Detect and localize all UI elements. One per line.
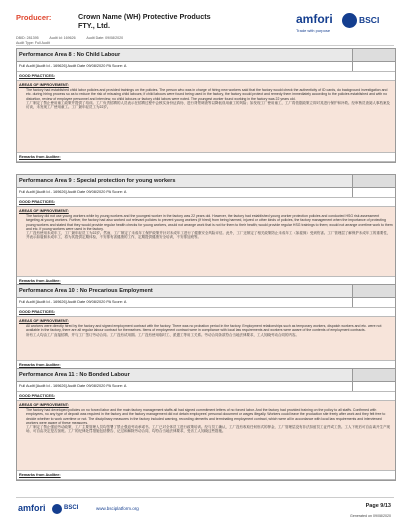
- audit-line: [17, 62, 395, 72]
- rating-cell: [352, 188, 395, 197]
- section-title-text: Performance Area 8 : No Child Labour: [19, 52, 121, 58]
- audit-type-text: Audit Type: Full Audit: [16, 41, 50, 45]
- producer-label: Producer:: [16, 13, 52, 22]
- good-practices-label: GOOD PRACTICES:: [17, 198, 395, 207]
- audit-id-text: Audit Id: 169626: [49, 36, 76, 40]
- footer-logo: [18, 503, 58, 517]
- areas-text-en: The factory had developed policies on no forced labor and the main factory management staffs all had signed commitment letters of no forced labor. And the factory had provided training on the policy to all staffs. Confirmed with employees, no any type of deposit was required in the factory and the factory management did not detain employees' personal document or wages illegally. Workers could leave the production site freely after work and they felt free to decide whether to work overtime or not. The disciplinary measures in the factory included warning, recording demerits and terminating employment contract, which were all in accordance with local law requirements and interviewed workers were aware of these measures.: [26, 408, 386, 425]
- areas-of-improvement: [17, 207, 395, 277]
- audit-line-text: Full Audit [Audit Id - 169626] Audit Date 09/08/2020 PA Score: A: [19, 300, 127, 304]
- section-pa10: [16, 284, 396, 371]
- footer-divider: [16, 497, 394, 498]
- audit-line-text: Full Audit [Audit Id - 169626] Audit Date 09/08/2020 PA Score: A: [19, 384, 127, 388]
- footer-url[interactable]: www.bsciplatform.org: [96, 506, 139, 511]
- areas-text-cn: 工厂制定了禁止强迫劳动政策，工厂主要管理人员均签署了禁止强迫劳动承诺书。工厂已对全体员工进行政策培训。经与员工确认，工厂没有收取任何形式的押金，工厂管理层没有非法扣留员工证件或工资。工人下班后可自由离开生产现场，可自由决定是否加班。工厂的纪律处罚措施包括警告、记过和解除劳动合同，均符合当地法律要求，受访工人知晓这些措施。: [26, 425, 390, 434]
- header-divider: [16, 45, 394, 46]
- page-header: [16, 10, 394, 44]
- remarks-label: Remarks from Auditee:: [17, 361, 395, 370]
- section-title: [17, 49, 395, 62]
- footer-logo-word: amfori: [18, 503, 46, 513]
- remarks-label: Remarks from Auditee:: [17, 277, 395, 286]
- section-title: [17, 285, 395, 298]
- logo-tagline: Trade with purpose: [296, 28, 331, 33]
- rating-cell: [352, 369, 395, 381]
- remarks-label: Remarks from Auditee:: [17, 153, 395, 162]
- audit-line: [17, 188, 395, 198]
- areas-label: AREAS OF IMPROVEMENT:: [19, 209, 69, 213]
- audit-line: [17, 298, 395, 308]
- rating-cell: [352, 62, 395, 71]
- areas-of-improvement: [17, 317, 395, 361]
- page-number: Page 9/13: [365, 503, 391, 509]
- areas-label: AREAS OF IMPROVEMENT:: [19, 403, 69, 407]
- dbid-text: DBID: 281395: [16, 36, 39, 40]
- logo-word: amfori: [296, 12, 333, 26]
- section-title-text: Performance Area 11 : No Bonded Labour: [19, 372, 130, 378]
- generated-on: Generated on 09/08/2020: [350, 514, 391, 518]
- rating-cell: [352, 49, 395, 61]
- amfori-bsci-logo: [296, 12, 384, 36]
- section-title-text: Performance Area 10 : No Precarious Employment: [19, 288, 153, 294]
- areas-text-cn: 所有工人均由工厂直接招聘，并与工厂签订劳动合同。工厂没有试用期。工厂没有使用临时工、派遣工等用工关系。劳动合同条款符合当地法律要求，工人知晓劳动合同的内容。: [26, 332, 299, 337]
- rating-cell: [352, 298, 395, 307]
- areas-text-en: The factory had established child labor policies and provided trainings on the policies. The person who was in charge of hiring new workers said that the factory would check the authenticity of ID cards, do background investigation and etc. during hiring process so as to reduce the risk of misusing child labours; if child labours were found being used in the factory, the factory would protect and remedy them immediately according to the policies established and with no distortion, review of employee personnel and interview, no child labours or factory child labors were noted. The youngest worker found working in the factory was 22 years old.: [26, 88, 388, 101]
- areas-text-en: The factory did not use young workers while by young workers and the youngest worker in the factory was 22 years old. However, the factory had established young worker protection policies and conducted HSG risk assessment targeting at young workers. Further, the factory had also worked out relevant policies to prevent young workers (if hired) from being harmed, injured or other kinds of policies, the factory management when the importance of protecting young workers and stated that they would provide regular health checks for young workers, would not arrange work that is not for them to their health; would provide regular HSG trainings to them; would not arrange overtime work to them and etc. if young workers were used in the factory.: [26, 214, 393, 231]
- rating-cell: [352, 382, 395, 391]
- footer-logo-suffix: BSCI: [64, 505, 79, 511]
- audit-meta: [16, 36, 133, 40]
- areas-of-improvement: [17, 401, 395, 471]
- section-pa8: [16, 48, 396, 163]
- section-pa9: [16, 174, 396, 287]
- section-title: [17, 369, 395, 382]
- section-title-text: Performance Area 9 : Special protection for young workers: [19, 178, 176, 184]
- areas-label: AREAS OF IMPROVEMENT:: [19, 83, 69, 87]
- rating-cell: [352, 285, 395, 297]
- section-pa11: [16, 368, 396, 481]
- audit-date-text: Audit Date: 09/08/2020: [86, 36, 124, 40]
- remarks-label: Remarks from Auditee:: [17, 471, 395, 480]
- areas-text-cn: 工厂没有使用未成年工，工厂最年轻员工为22岁。然而，工厂制定了未成年工保护政策并针对未成年工进行了健康安全风险评估。此外，工厂还制定了相关政策防止未成年工（如雇佣）受到伤害。工厂管理层了解保护未成年工的重要性，并表示如雇佣未成年工，将为其提供定期体检，不安排有害健康的工作，定期提供健康安全培训，不安排加班等。: [26, 231, 391, 240]
- logo-suffix: BSCI: [359, 15, 380, 25]
- section-title: [17, 175, 395, 188]
- areas-of-improvement: [17, 81, 395, 153]
- good-practices-label: GOOD PRACTICES:: [17, 308, 395, 317]
- good-practices-label: GOOD PRACTICES:: [17, 392, 395, 401]
- audit-line-text: Full Audit [Audit Id - 169626] Audit Date 09/08/2020 PA Score: A: [19, 64, 127, 68]
- footer-logo-circle-icon: [52, 504, 62, 514]
- logo-circle-icon: [342, 13, 357, 28]
- audit-line: [17, 382, 395, 392]
- rating-cell: [352, 175, 395, 187]
- areas-text-cn: 工厂制定了禁止使用童工政策并提供了培训。工厂负责招聘的人员表示在招聘过程中会核实身份证真伪、进行背景调查等以降低误用童工的风险；如发现工厂使用童工，工厂将依据政策立即对其进行保护和补救。经审核员查阅人事档案及访谈，未发现工厂使用童工。工厂最年轻员工为22岁。: [26, 100, 390, 110]
- audit-line-text: Full Audit [Audit Id - 169626] Audit Date 09/08/2020 PA Score: A: [19, 190, 127, 194]
- good-practices-label: GOOD PRACTICES:: [17, 72, 395, 81]
- areas-text-en: All workers were directly hired by the factory and signed employment contract with the factory. There was no probation period in the factory. Employment relationships such as temporary workers, dispatch workers and etc. were not available in the factory, there are all regular labour contract for themselves. Items of employment contract were in compliance with local law requirements and workers were aware of the contents of employment contracts.: [26, 324, 382, 333]
- producer-name: Crown Name (WH) Protective Products FTY., Ltd.: [78, 12, 211, 30]
- areas-label: AREAS OF IMPROVEMENT:: [19, 319, 69, 323]
